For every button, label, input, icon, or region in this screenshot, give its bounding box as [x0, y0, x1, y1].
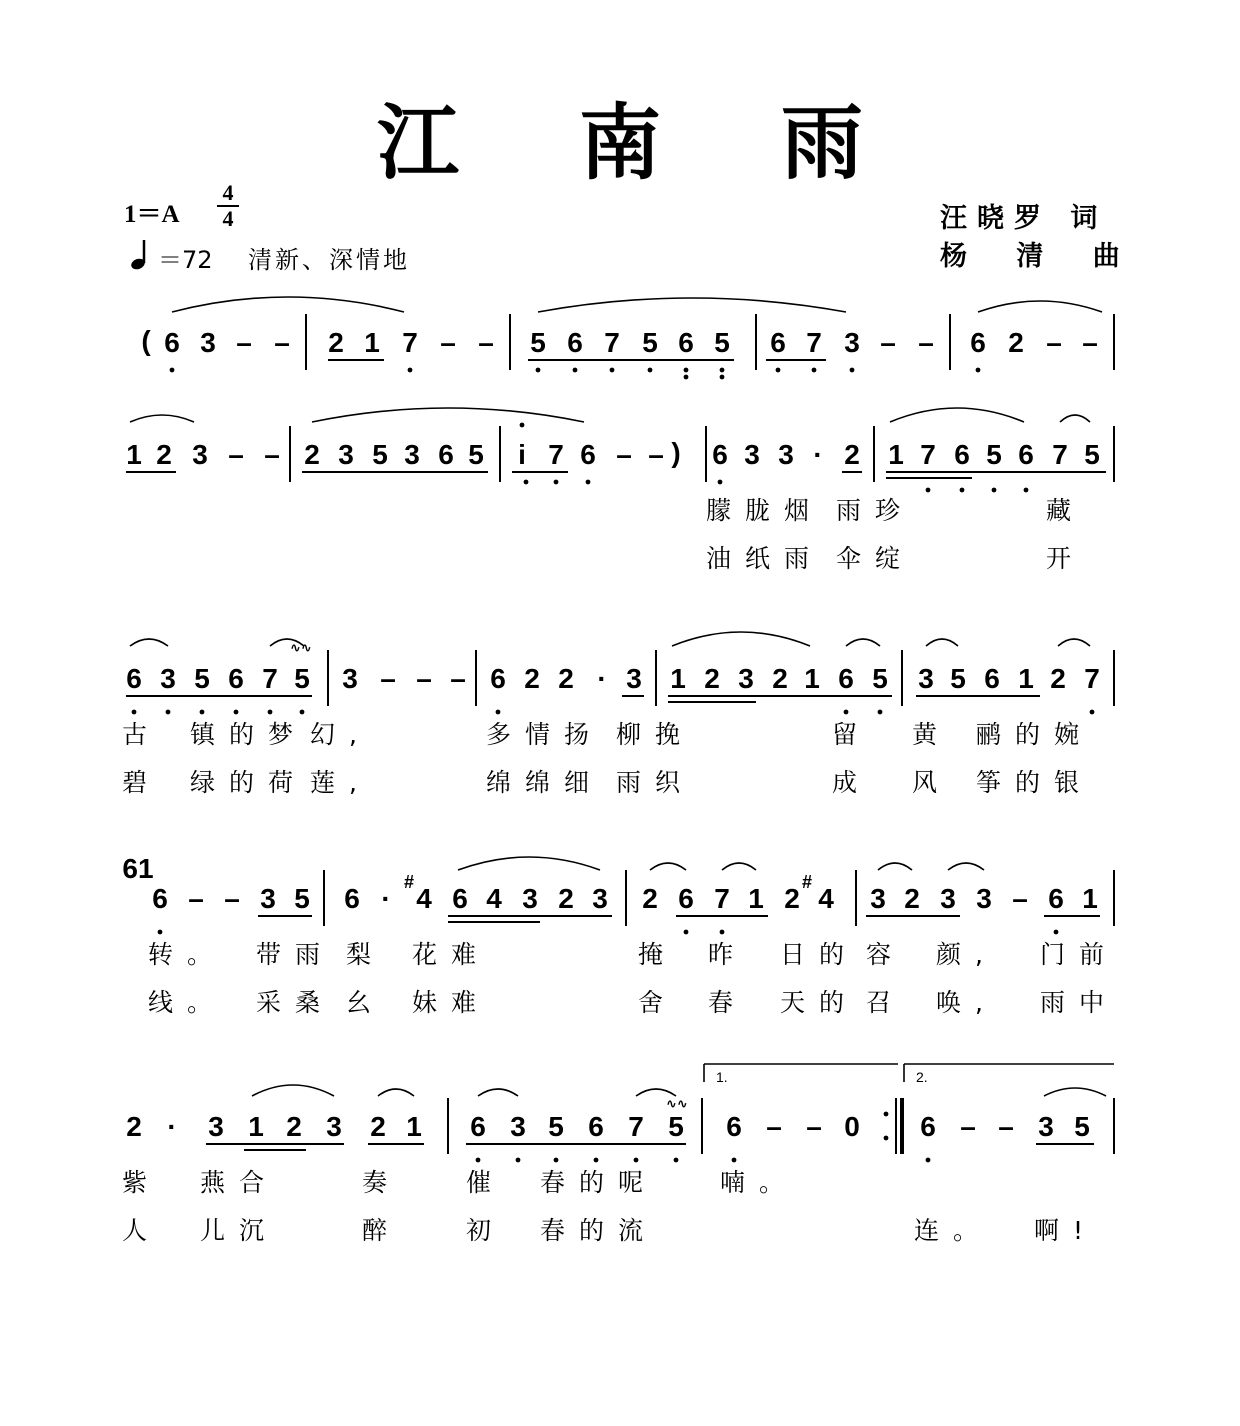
- line3-note: 6: [126, 663, 142, 694]
- octave-dot-low: [926, 488, 931, 493]
- line2-note: –: [264, 439, 280, 470]
- line3-note: 2: [558, 663, 574, 694]
- slur-arc: [650, 863, 686, 870]
- line1-note: –: [918, 327, 934, 358]
- line2-note: 7: [1052, 439, 1068, 470]
- slur-arc: [846, 639, 880, 646]
- lyric-text: 碧: [122, 768, 162, 797]
- line4-note: 3: [976, 883, 992, 914]
- octave-dot-low: [684, 375, 689, 380]
- line3-note: ·: [597, 663, 607, 694]
- line5-note: 7: [628, 1111, 644, 1142]
- time-signature-bottom: 4: [222, 206, 234, 231]
- octave-dot-low: [732, 1158, 737, 1163]
- octave-dot-low: [1024, 488, 1029, 493]
- line2-note: 5: [372, 439, 388, 470]
- line5-note: –: [960, 1111, 976, 1142]
- line5-note: 6: [470, 1111, 486, 1142]
- lyric-text: 春的流: [540, 1216, 658, 1245]
- octave-dot-low: [992, 488, 997, 493]
- lyric-text: 门前: [1040, 940, 1119, 969]
- lyric-text: 风: [912, 768, 952, 797]
- numbered-score: [122, 297, 1118, 1245]
- sharp-sign: #: [801, 872, 812, 892]
- line3-note: 6: [228, 663, 244, 694]
- lyric-text: 朦胧烟: [706, 496, 824, 525]
- octave-dot-low: [586, 480, 591, 485]
- lyric-text: 紫: [122, 1168, 162, 1197]
- octave-dot-low: [594, 1158, 599, 1163]
- line2-note: 1: [888, 439, 904, 470]
- line1-note: 3: [200, 327, 216, 358]
- octave-dot-low: [554, 480, 559, 485]
- lyric-text: 昨: [708, 940, 748, 969]
- lyric-text: 花难: [412, 940, 491, 969]
- line4-note: 1: [748, 883, 764, 914]
- lyric-text: 古: [122, 720, 162, 749]
- line3-note: 5: [294, 663, 310, 694]
- lyric-text: 妹难: [412, 988, 491, 1017]
- octave-dot-low: [524, 480, 529, 485]
- lyric-text: 雨织: [616, 768, 695, 797]
- time-signature-top: 4: [222, 180, 234, 205]
- line4-note: 4: [818, 883, 834, 914]
- line1-note: –: [478, 327, 494, 358]
- octave-dot-low: [166, 710, 171, 715]
- line3-note: –: [450, 663, 466, 694]
- line1-note: 6: [678, 327, 694, 358]
- line3-note: 3: [738, 663, 754, 694]
- line3-note: 2: [1050, 663, 1066, 694]
- slur-arc: [1060, 415, 1090, 422]
- lyric-text: 成: [832, 768, 872, 797]
- slur-arc: [172, 297, 404, 312]
- lyric-text: 雨珍: [836, 496, 915, 525]
- volta-1-label: 1.: [716, 1069, 728, 1085]
- line1-note: 7: [402, 327, 418, 358]
- line2-note: 2: [304, 439, 320, 470]
- octave-dot-low: [408, 368, 413, 373]
- line2-note: 2: [844, 439, 860, 470]
- lyric-text: 留: [832, 720, 872, 749]
- line1-note: 3: [844, 327, 860, 358]
- slur-arc: [252, 1085, 334, 1096]
- lyric-text: 开: [1046, 544, 1086, 573]
- lyric-text: 线。: [148, 988, 227, 1017]
- octave-dot-low: [300, 710, 305, 715]
- composer-credit: 杨 清 曲: [940, 241, 1140, 272]
- line2-note: 6: [1018, 439, 1034, 470]
- line1-note: –: [440, 327, 456, 358]
- line5-note: 3: [1038, 1111, 1054, 1142]
- slur-arc: [458, 857, 600, 870]
- octave-dot-low: [516, 1158, 521, 1163]
- lyric-text: 颜,: [936, 940, 997, 969]
- lyric-text: 幺: [346, 988, 386, 1017]
- line2-note: –: [616, 439, 632, 470]
- lyric-text: 舍: [638, 988, 678, 1017]
- line1-note: 6: [567, 327, 583, 358]
- lyric-text: 连。: [914, 1216, 993, 1245]
- line3-note: 1: [804, 663, 820, 694]
- line2-note: 7: [920, 439, 936, 470]
- line2-note: 1: [126, 439, 142, 470]
- line2-note: 3: [338, 439, 354, 470]
- lyric-text: 啊!: [1034, 1216, 1098, 1245]
- octave-dot-low: [1090, 710, 1095, 715]
- line3-note: 5: [194, 663, 210, 694]
- octave-dot-low: [536, 368, 541, 373]
- expression-mark: 清新、深情地: [248, 246, 410, 274]
- octave-dot-low: [234, 710, 239, 715]
- lyric-text: 唤,: [936, 988, 997, 1017]
- line4-note: 4: [416, 883, 432, 914]
- lyric-text: 雨中: [1040, 988, 1119, 1017]
- octave-dot-low: [878, 710, 883, 715]
- line5-note: –: [998, 1111, 1014, 1142]
- octave-dot-low: [170, 368, 175, 373]
- paren-close: ): [671, 437, 681, 468]
- line4-note: 6: [678, 883, 694, 914]
- line5-note: 3: [208, 1111, 224, 1142]
- line4-note: 6: [152, 883, 168, 914]
- lyric-text: 筝的银: [976, 768, 1094, 797]
- sharp-sign: #: [403, 872, 414, 892]
- lyric-text: 春: [708, 988, 748, 1017]
- line2-note: 6: [438, 439, 454, 470]
- lyric-text: 绵绵细: [486, 768, 604, 797]
- line4-note: ·: [381, 883, 391, 914]
- line1-note: 6: [970, 327, 986, 358]
- line4-note: 6: [344, 883, 360, 914]
- octave-dot-low: [648, 368, 653, 373]
- lyric-text: 燕合: [200, 1168, 279, 1197]
- slur-arc: [1044, 1088, 1106, 1096]
- slur-arc: [312, 408, 584, 422]
- line3-note: 5: [872, 663, 888, 694]
- lyric-text: 藏: [1046, 496, 1086, 525]
- line4-note: 3: [522, 883, 538, 914]
- line3-note: 7: [262, 663, 278, 694]
- line4-note: 2: [642, 883, 658, 914]
- line2-note: 3: [404, 439, 420, 470]
- lyric-text: 柳挽: [616, 720, 695, 749]
- octave-dot-low: [812, 368, 817, 373]
- volta-2-label: 2.: [916, 1069, 928, 1085]
- lyric-text: 多情扬: [486, 720, 604, 749]
- slur-arc: [378, 1089, 414, 1096]
- slur-arc: [1058, 639, 1090, 646]
- tempo-value: ＝72: [158, 246, 213, 274]
- slur-arc: [948, 863, 984, 870]
- octave-dot-low: [720, 368, 725, 373]
- key-signature: 1＝A: [124, 201, 180, 228]
- line5-note: 2: [286, 1111, 302, 1142]
- line4-note: 2: [904, 883, 920, 914]
- line3-note: 6: [490, 663, 506, 694]
- lyric-text: 儿沉: [200, 1216, 279, 1245]
- line4-note: 2: [784, 883, 800, 914]
- line3-note: 2: [524, 663, 540, 694]
- line2-note: –: [228, 439, 244, 470]
- lyric-text: 幻,: [310, 720, 371, 749]
- line5-note: 1: [406, 1111, 422, 1142]
- lyric-text: 伞绽: [836, 544, 915, 573]
- line3-note: 2: [704, 663, 720, 694]
- octave-dot-low: [634, 1158, 639, 1163]
- slur-arc: [878, 863, 912, 870]
- line4-note: –: [1012, 883, 1028, 914]
- line2-note: 3: [744, 439, 760, 470]
- octave-dot-low: [496, 710, 501, 715]
- song-title: 江南雨: [376, 96, 983, 191]
- lyric-text: 莲,: [310, 768, 371, 797]
- line5-note: 3: [510, 1111, 526, 1142]
- line5-note: 5: [668, 1111, 684, 1142]
- line5-note: 1: [248, 1111, 264, 1142]
- lyric-text: 人: [122, 1216, 162, 1245]
- line2-note: 3: [192, 439, 208, 470]
- line2-note: i: [518, 439, 526, 470]
- octave-dot-low: [476, 1158, 481, 1163]
- octave-dot-low: [573, 368, 578, 373]
- line1-note: 2: [1008, 327, 1024, 358]
- lyric-text: 喃。: [720, 1168, 799, 1197]
- line1-note: 5: [530, 327, 546, 358]
- line2-note: 5: [986, 439, 1002, 470]
- lyric-text: 转。: [148, 940, 227, 969]
- repeat-dot: [884, 1136, 889, 1141]
- lyric-text: 醉: [362, 1216, 402, 1245]
- line4-note: 6: [1048, 883, 1064, 914]
- line4-note: 3: [260, 883, 276, 914]
- line1-note: –: [274, 327, 290, 358]
- lyric-text: 鹂的婉: [976, 720, 1094, 749]
- lyric-text: 日的: [780, 940, 859, 969]
- octave-dot-low: [850, 368, 855, 373]
- lyric-text: 催: [466, 1168, 506, 1197]
- slur-arc: [130, 639, 168, 646]
- line1-note: 7: [604, 327, 620, 358]
- line4-note: 6: [452, 883, 468, 914]
- line5-note: 6: [920, 1111, 936, 1142]
- line5-note: 3: [326, 1111, 342, 1142]
- line2-note: 6: [580, 439, 596, 470]
- lyric-text: 奏: [362, 1168, 402, 1197]
- lyric-text: 带雨: [256, 940, 335, 969]
- line4-note: –: [224, 883, 240, 914]
- slur-arc: [722, 863, 756, 870]
- line1-note: 2: [328, 327, 344, 358]
- line1-note: 6: [164, 327, 180, 358]
- line2-note: 5: [1084, 439, 1100, 470]
- octave-dot-low: [926, 1158, 931, 1163]
- slur-arc: [538, 298, 846, 312]
- line2-note: 7: [548, 439, 564, 470]
- line5-note: –: [766, 1111, 782, 1142]
- line1-note: –: [236, 327, 252, 358]
- line4-note: 5: [294, 883, 310, 914]
- line1-note: 7: [806, 327, 822, 358]
- octave-dot-low: [960, 488, 965, 493]
- lyric-text: 初: [466, 1216, 506, 1245]
- octave-dot-low: [776, 368, 781, 373]
- line2-note: –: [648, 439, 664, 470]
- grace-note: 61: [122, 853, 154, 884]
- line3-note: –: [416, 663, 432, 694]
- line3-note: 3: [918, 663, 934, 694]
- lyric-text: 召: [866, 988, 906, 1017]
- octave-dot-low: [158, 930, 163, 935]
- octave-dot-low: [844, 710, 849, 715]
- line1-note: 1: [364, 327, 380, 358]
- paren-open: (: [141, 325, 151, 356]
- octave-dot-low: [718, 480, 723, 485]
- line5-note: 2: [370, 1111, 386, 1142]
- line3-note: 5: [950, 663, 966, 694]
- lyric-text: 春的呢: [540, 1168, 658, 1197]
- lyric-text: 黄: [912, 720, 952, 749]
- lyric-text: 镇的梦: [190, 720, 308, 749]
- repeat-dot: [884, 1112, 889, 1117]
- line4-note: 1: [1082, 883, 1098, 914]
- slur-arc: [978, 301, 1102, 312]
- line1-note: 5: [714, 327, 730, 358]
- line1-note: –: [1082, 327, 1098, 358]
- line1-note: –: [880, 327, 896, 358]
- lyric-text: 天的: [780, 988, 859, 1017]
- line1-note: –: [1046, 327, 1062, 358]
- line2-note: 2: [156, 439, 172, 470]
- line5-note: 5: [1074, 1111, 1090, 1142]
- line3-note: 1: [670, 663, 686, 694]
- lyric-text: 梨: [346, 940, 386, 969]
- lyric-text: 容: [866, 940, 906, 969]
- octave-dot-low: [554, 1158, 559, 1163]
- lyric-text: 油纸雨: [706, 544, 824, 573]
- trill-mark: ∿∿: [290, 640, 312, 655]
- octave-dot-low: [720, 375, 725, 380]
- line3-note: 6: [838, 663, 854, 694]
- line1-note: 5: [642, 327, 658, 358]
- line2-note: 6: [712, 439, 728, 470]
- line2-note: 5: [468, 439, 484, 470]
- line5-note: 5: [548, 1111, 564, 1142]
- line4-note: 7: [714, 883, 730, 914]
- line5-note: ·: [167, 1111, 177, 1142]
- line2-note: ·: [813, 439, 823, 470]
- slur-arc: [130, 415, 194, 422]
- line5-note: 0: [844, 1111, 860, 1142]
- octave-dot-low: [268, 710, 273, 715]
- line5-note: 2: [126, 1111, 142, 1142]
- octave-dot-low: [720, 930, 725, 935]
- octave-dot-low: [610, 368, 615, 373]
- line4-note: 3: [870, 883, 886, 914]
- lyric-text: 采桑: [256, 988, 335, 1017]
- slur-arc: [890, 408, 1024, 422]
- line3-note: –: [380, 663, 396, 694]
- line4-note: 4: [486, 883, 502, 914]
- line3-note: 3: [342, 663, 358, 694]
- line5-note: –: [806, 1111, 822, 1142]
- line3-note: 6: [984, 663, 1000, 694]
- line4-note: –: [188, 883, 204, 914]
- line4-note: 2: [558, 883, 574, 914]
- octave-dot-low: [684, 930, 689, 935]
- line3-note: 1: [1018, 663, 1034, 694]
- lyric-text: 绿的荷: [190, 768, 308, 797]
- line2-note: 3: [778, 439, 794, 470]
- octave-dot-low: [684, 368, 689, 373]
- line3-note: 3: [626, 663, 642, 694]
- line5-note: 6: [588, 1111, 604, 1142]
- octave-dot-low: [674, 1158, 679, 1163]
- octave-dot-low: [976, 368, 981, 373]
- octave-dot-low: [200, 710, 205, 715]
- octave-dot-high: [520, 423, 525, 428]
- line3-note: 3: [160, 663, 176, 694]
- lyric-text: 掩: [638, 940, 678, 969]
- line4-note: 3: [592, 883, 608, 914]
- trill-mark: ∿∿: [666, 1096, 688, 1111]
- slur-arc: [636, 1089, 676, 1096]
- line3-note: 2: [772, 663, 788, 694]
- slur-arc: [478, 1089, 518, 1096]
- slur-arc: [672, 632, 810, 646]
- line4-note: 3: [940, 883, 956, 914]
- octave-dot-low: [1054, 930, 1059, 935]
- line3-note: 7: [1084, 663, 1100, 694]
- line1-note: 6: [770, 327, 786, 358]
- slur-arc: [926, 639, 958, 646]
- lyricist-credit: 汪晓罗 词: [940, 203, 1108, 234]
- line5-note: 6: [726, 1111, 742, 1142]
- line2-note: 6: [954, 439, 970, 470]
- octave-dot-low: [132, 710, 137, 715]
